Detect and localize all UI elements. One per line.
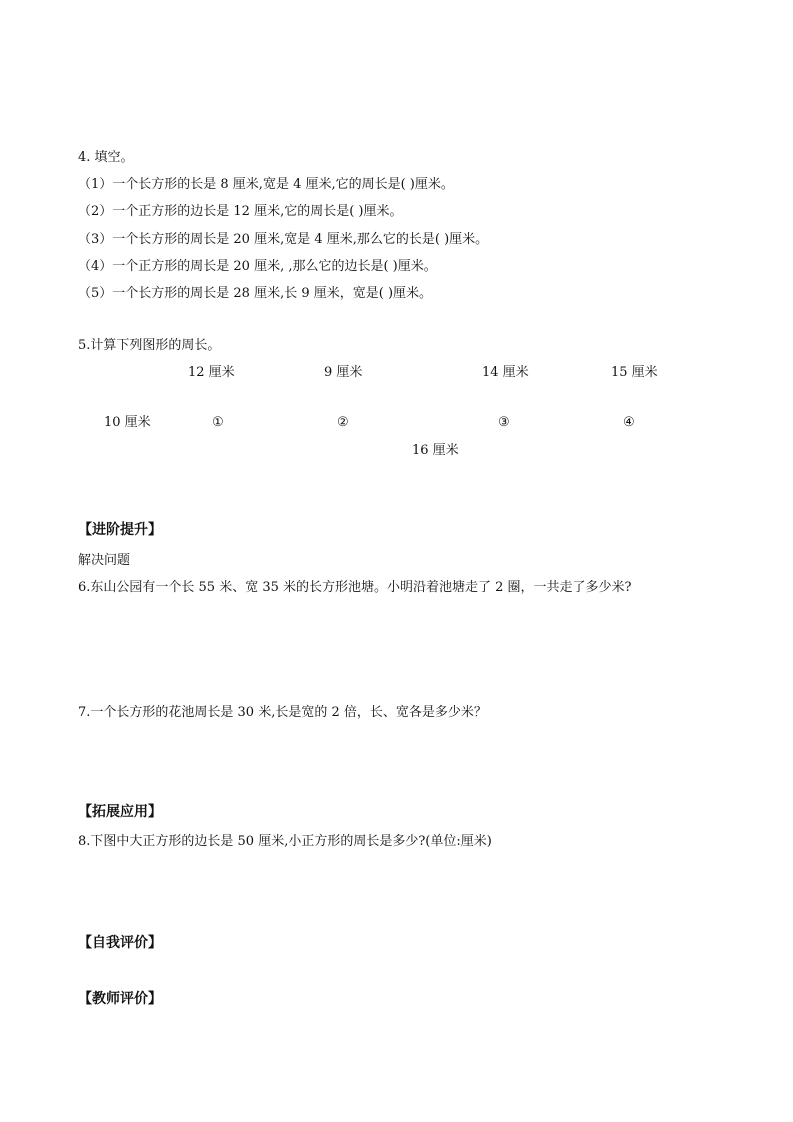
q4-item-2: （2）一个正方形的边长是 12 厘米,它的周长是( )厘米。 (78, 204, 403, 219)
q4-item-5: （5）一个长方形的周长是 28 厘米,长 9 厘米，宽是( )厘米。 (78, 286, 433, 301)
q4-title: 4. 填空。 (78, 150, 134, 165)
figure-label-9cm: 9 厘米 (324, 365, 363, 380)
figure-number-2: ② (337, 415, 349, 430)
section-advanced: 【进阶提升】 (78, 522, 162, 538)
figure-label-15cm: 15 厘米 (611, 365, 658, 380)
figure-number-4: ④ (623, 415, 635, 430)
question-7: 7.一个长方形的花池周长是 30 米,长是宽的 2 倍，长、宽各是多少米？ (78, 705, 487, 720)
figure-label-10cm: 10 厘米 (104, 415, 151, 430)
section-teacher-eval: 【教师评价】 (78, 991, 162, 1007)
section-self-eval: 【自我评价】 (78, 935, 162, 951)
q4-item-4: （4）一个正方形的周长是 20 厘米, ,那么它的边长是( )厘米。 (78, 259, 437, 274)
section-solve: 解决问题 (78, 553, 131, 568)
q5-title: 5.计算下列图形的周长。 (78, 338, 221, 353)
figure-number-3: ③ (498, 415, 510, 430)
q4-item-3: （3）一个长方形的周长是 20 厘米,宽是 4 厘米,那么它的长是( )厘米。 (78, 232, 489, 247)
question-8: 8.下图中大正方形的边长是 50 厘米,小正方形的周长是多少?(单位:厘米) (78, 834, 492, 849)
figure-label-12cm: 12 厘米 (188, 365, 235, 380)
section-extend: 【拓展应用】 (78, 804, 162, 820)
figure-label-16cm: 16 厘米 (412, 443, 459, 458)
figure-number-1: ① (212, 415, 224, 430)
q4-item-1: （1）一个长方形的长是 8 厘米,宽是 4 厘米,它的周长是( )厘米。 (78, 177, 454, 192)
question-6: 6.东山公园有一个长 55 米、宽 35 米的长方形池塘。小明沿着池塘走了 2 圈，一共走了多少米? (78, 580, 632, 595)
figure-label-14cm: 14 厘米 (482, 365, 529, 380)
